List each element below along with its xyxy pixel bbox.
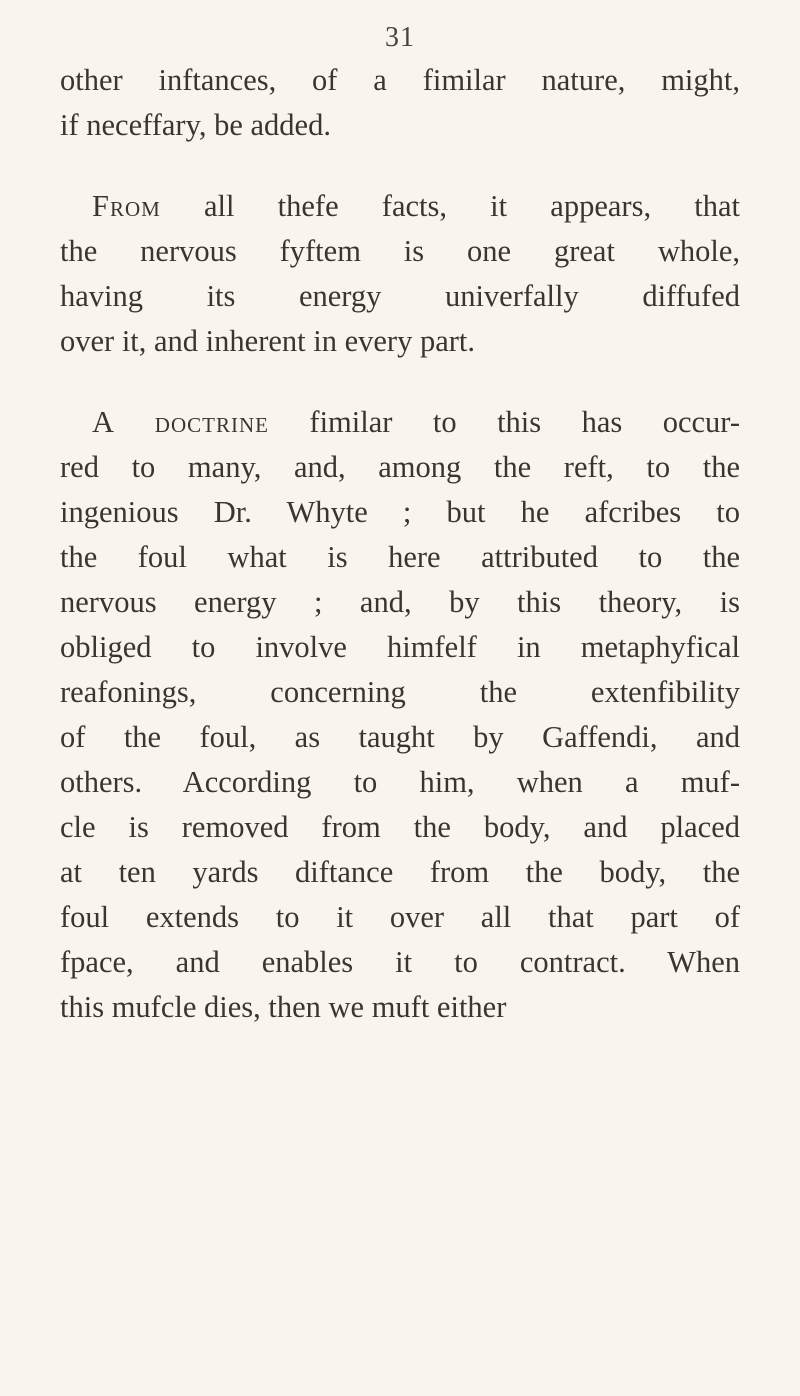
text-line: others. According to him, when a muf- [60,765,740,799]
text-line [60,184,740,229]
text-line-rest: all thefe facts, it appears, that [160,189,740,223]
text-line: at ten yards diftance from the body, the [60,855,740,889]
text-line: reafonings, concerning the extenfibility [60,675,740,709]
paragraph-lead-word: A doctrine [92,405,269,439]
text-line: obliged to involve himfelf in metaphyfical [60,630,740,664]
text-line: nervous energy ; and, by this theory, is [60,585,740,619]
text-line: foul extends to it over all that part of [60,900,740,934]
text-line-rest: fimilar to this has occur- [268,405,740,439]
text-line: over it, and inherent in every part. [60,324,475,358]
text-line: the foul what is here attributed to the [60,540,740,574]
text-line: red to many, and, among the reft, to the [60,450,740,484]
paragraph-3 [60,400,740,1030]
text-line: ingenious Dr. Whyte ; but he afcribes to [60,495,740,529]
text-line: the nervous fyftem is one great whole, [60,234,740,268]
text-line: if neceffary, be added. [60,108,331,142]
text-line: cle is removed from the body, and placed [60,810,740,844]
paragraph-2 [60,184,740,364]
page-number: 31 [385,22,415,53]
body-text [60,58,740,1066]
text-line: this mufcle dies, then we muft either [60,990,507,1024]
text-line [60,400,740,445]
text-line: having its energy univerfally diffufed [60,279,740,313]
paragraph-1 [60,58,740,148]
text-line: other inftances, of a fimilar nature, might, [60,63,740,97]
paragraph-lead-word: From [92,189,161,223]
text-line: fpace, and enables it to contract. When [60,945,740,979]
text-line: of the foul, as taught by Gaffendi, and [60,720,740,754]
